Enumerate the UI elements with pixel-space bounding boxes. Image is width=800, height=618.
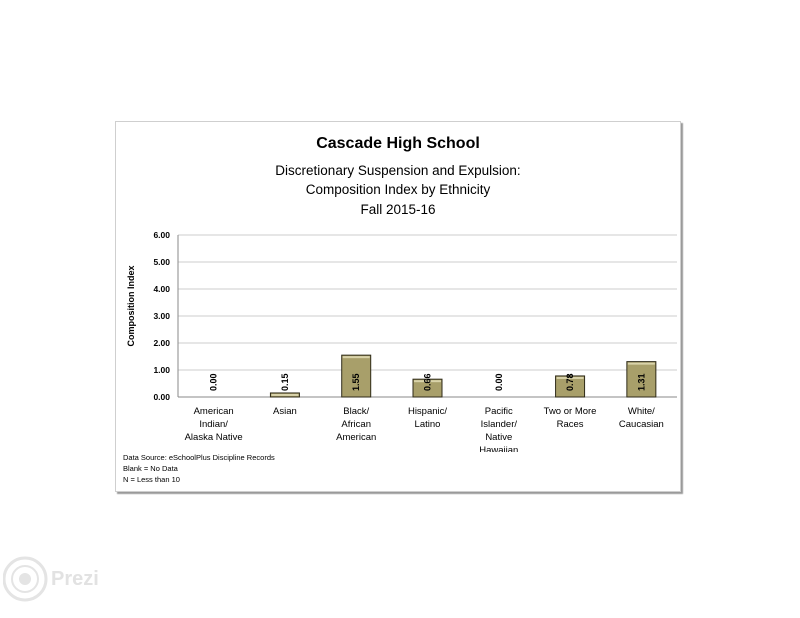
x-tick-label: Pacific — [484, 406, 513, 417]
data-label: 0.78 — [565, 373, 576, 391]
x-tick-label: Indian/ — [199, 419, 228, 430]
x-tick-label: Hispanic/ — [407, 406, 448, 417]
x-tick-label: Hawaiian — [479, 445, 519, 452]
footnote-n: N = Less than 10 — [123, 475, 180, 484]
x-tick-label: Alaska Native — [184, 432, 243, 443]
y-tick-label: 5.00 — [153, 257, 170, 267]
y-tick-label: 6.00 — [153, 230, 170, 240]
y-tick-label: 2.00 — [153, 338, 170, 348]
x-tick-label: Asian — [273, 406, 297, 417]
chart-frame — [115, 121, 681, 492]
watermark-text: Prezi — [51, 568, 99, 590]
y-tick-label: 1.00 — [153, 365, 170, 375]
y-tick-label: 0.00 — [153, 392, 170, 402]
data-label: 0.00 — [208, 373, 219, 391]
chart-subtitle-line-3: Fall 2015-16 — [360, 202, 436, 217]
footnote-blank: Blank = No Data — [123, 464, 178, 473]
x-tick-label: Islander/ — [480, 419, 518, 430]
x-tick-label: American — [193, 406, 234, 417]
bar-highlight — [343, 356, 370, 358]
x-tick-label: Races — [556, 419, 584, 430]
chart-title: Cascade High School — [316, 135, 480, 152]
x-tick-label: Black/ — [343, 406, 370, 417]
x-tick-label: Two or More — [543, 406, 597, 417]
data-label: 1.55 — [351, 373, 362, 391]
data-label: 1.31 — [636, 373, 647, 391]
y-tick-label: 4.00 — [153, 284, 170, 294]
bar-highlight — [628, 363, 655, 365]
chart-plot — [116, 122, 682, 452]
x-tick-label: White/ — [627, 406, 655, 417]
x-tick-label: African — [341, 419, 372, 430]
chart-subtitle-line-2: Composition Index by Ethnicity — [305, 182, 491, 197]
data-label: 0.15 — [279, 373, 290, 391]
bar-highlight — [271, 394, 298, 396]
y-tick-label: 3.00 — [153, 311, 170, 321]
data-label: 0.00 — [493, 373, 504, 391]
footnote-source: Data Source: eSchoolPlus Discipline Records — [123, 453, 275, 462]
chart-subtitle-line-1: Discretionary Suspension and Expulsion: — [275, 163, 521, 178]
x-tick-label: Caucasian — [618, 419, 664, 430]
data-label: 0.66 — [422, 373, 433, 391]
y-axis-label: Composition Index — [126, 265, 136, 347]
x-tick-label: Latino — [414, 419, 441, 430]
x-tick-label: American — [336, 432, 377, 443]
x-tick-label: Native — [485, 432, 513, 443]
